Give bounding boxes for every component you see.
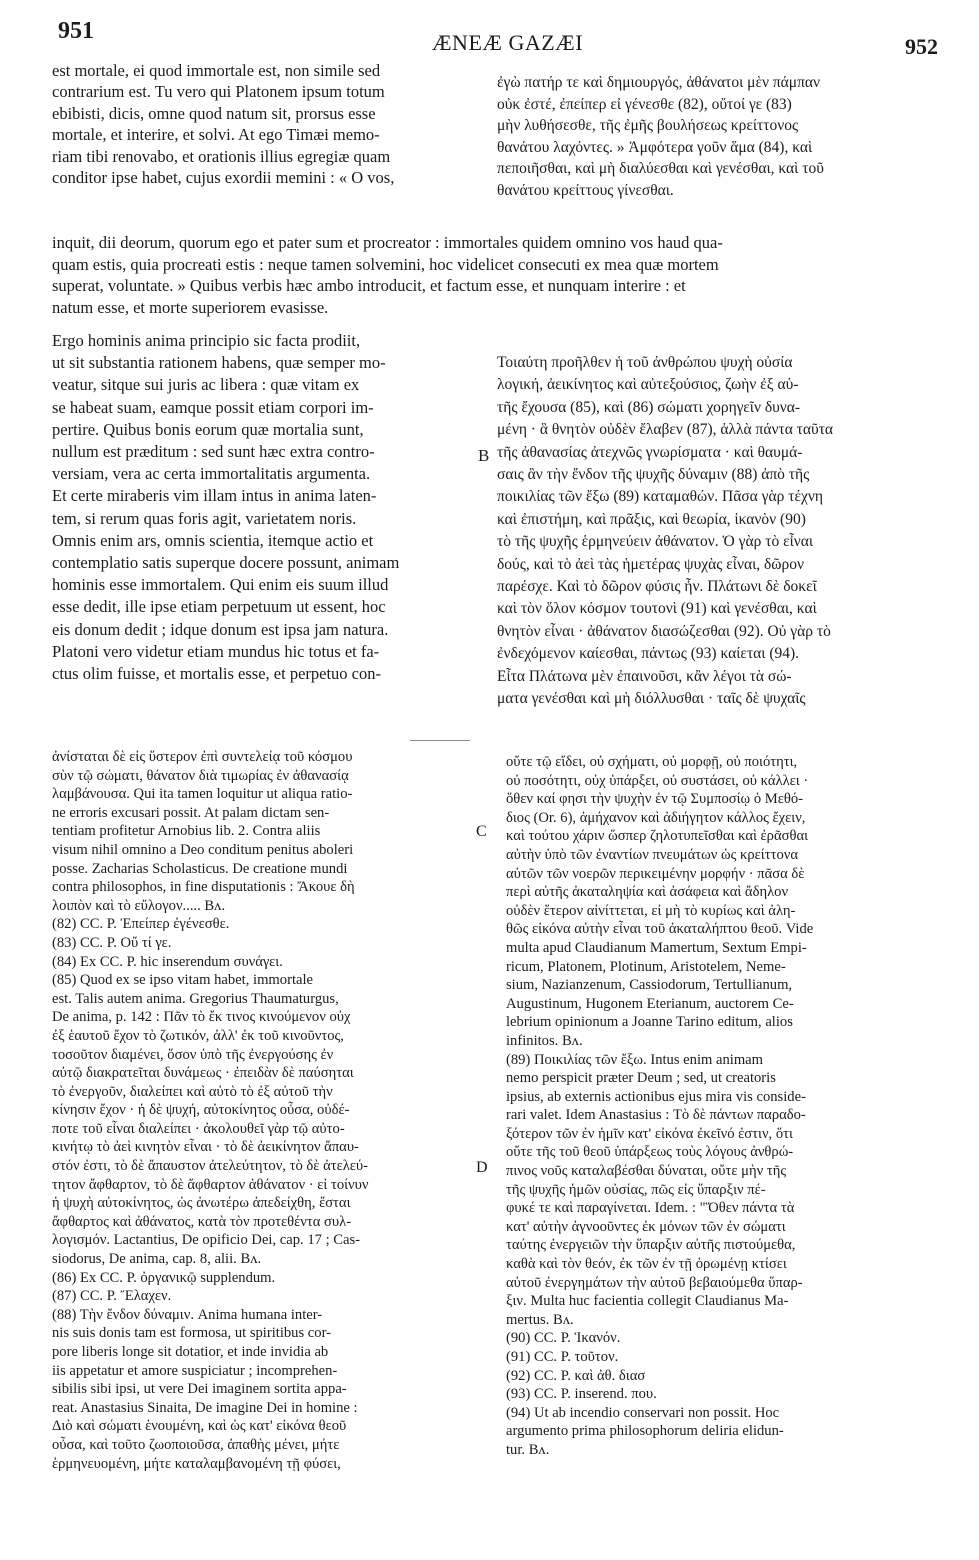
text-line: ματα γενέσθαι καὶ μὴ διόλλυσθαι · ταῖς δὲ ψυχαῖς [497,690,806,708]
text-line: σὺν τῷ σώματι, θάνατον διὰ τιμωρίας ἐν ἀθανασίᾳ [52,767,349,784]
text-line: θνητὸν εἶναι · ἀθάνατον διασώζεσθαι (92). Οὐ γὰρ τὸ [497,622,831,640]
text-line: argumento prima philosophorum deliria elidun- [506,1423,784,1440]
running-title: ÆNEÆ GAZÆI [432,30,584,55]
footnotes-right-lines [506,753,931,1460]
greek-main-lines [497,352,930,711]
text-line: (86) Ex CC. P. ὀργανικῷ supplendum. [52,1269,276,1286]
text-line: παρέσχε. Καὶ τὸ δῶρον φύσις ἦν. Πλάτωνι δὲ δοκεῖ [497,578,817,596]
text-line: Εἶτα Πλάτωνα μὲν ἐπαινοῦσι, κἂν λέγοι τὰ σώ- [497,667,792,685]
footnotes-left-lines [52,748,472,1473]
text-line: superat, voluntate. » Quibus verbis hæc ambo introducit, et factum esse, et nunquam interire : et [52,276,686,296]
text-line: lebrium opinionum a Joanne Tarino editum, alios [506,1014,793,1031]
text-line: πεποιῆσθαι, καὶ μὴ διαλύεσθαι καὶ γενέσθαι, καὶ τοῦ [497,160,824,178]
text-line: τὸ ἐνεργοῦν, διαλείπει καὶ αὐτὸ τὸ ἐξ αὐτοῦ τὴν [52,1083,333,1100]
greek-column-main [497,352,930,711]
text-line: λοιπὸν καὶ τὸ εὔλογον..... Bʌ. [52,897,226,914]
text-line: (84) Ex CC. P. hic inserendum συνάγει. [52,953,283,970]
text-line: (82) CC. P. Ἐπείπερ ἐγένεσθε. [52,916,230,933]
text-line: contrarium est. Tu vero qui Platonem ipsum totum [52,82,385,102]
text-line: ποικιλίας τῶν ἔξω (89) καταμαθών. Πᾶσα γὰρ τέχνη [497,488,823,506]
latin-column-main [52,330,477,685]
text-line: siodorus, De anima, cap. 8, alii. Bʌ. [52,1251,262,1268]
footnotes-right-column [506,753,931,1460]
text-line: veatur, sitque sui juris ac libera : quæ vitam ex [52,375,360,395]
text-line: contra philosophos, in fine disputationis : Ἄκουε δὴ [52,879,355,896]
text-line: est. Talis autem anima. Gregorius Thaumaturgus, [52,990,339,1007]
text-line: riam tibi renovabo, et orationis illius egregiæ quam [52,146,391,166]
text-line: σαις ἂν τὴν ἔνδον τῆς ψυχῆς δύναμιν (88) ἀπὸ τῆς [497,466,810,484]
text-line: conditor ipse habet, cujus exordii memini : « O vos, [52,168,395,188]
text-line: καὶ ἐπιστήμη, καὶ πρᾶξις, καὶ θεωρία, ἱκανὸν (90) [497,510,806,528]
text-line: οὐδὲν ἕτερον αἰνίττεται, εἰ μὴ τὸ κυρίως καὶ ἀλη- [506,902,796,919]
text-line: αὐτῷ διακρατεῖται δυνάμεως · ἐπειδὰν δὲ παύσηται [52,1065,354,1082]
text-line: ebibisti, dicis, omne quod natum sit, prorsus esse [52,103,376,123]
text-line: sibilis sibi ipsi, ut vere Dei imaginem sortita appa- [52,1381,347,1398]
text-line: (91) CC. P. τοῦτον. [506,1349,619,1365]
text-line: tem, si rerum quas foris agit, varietatem noris. [52,508,357,528]
text-line: iis appetatur et amore suspiciatur ; incomprehen- [52,1362,338,1379]
text-line: (87) CC. P. Ἔλαχεν. [52,1288,172,1305]
text-line: eis donum dedit ; idque donum est ipsa jam natura. [52,619,389,639]
page-number-left: 951 [58,18,94,44]
text-line: Augustinum, Hugonem Eterianum, auctorem Ce- [506,995,794,1012]
text-line: ne erroris excusari possit. At palam dictam sen- [52,804,330,821]
text-line: ὅθεν καί φησι τὴν ψυχὴν ἐν τῷ Συμποσίῳ ὁ Μεθό- [506,791,804,808]
text-line: nullum est præditum : sed sunt hæc extra contro- [52,442,375,462]
text-line: ut sit substantia rationem habens, quæ semper mo- [52,353,386,373]
text-line: ἡ ψυχὴ αὐτοκίνητος, ὡς ἀνωτέρω ἀπεδείχθη, ἔσται [52,1195,351,1212]
text-line: τῆς ψυχῆς ἡμῶν οὐσίας, πῶς εἰς ὕπαρξιν πέ- [506,1181,766,1198]
text-line: infinitos. Bʌ. [506,1032,583,1049]
text-line: οὔτε τῆς τοῦ θεοῦ ὑπάρξεως τοὺς λόγους ἀνθρώ- [506,1144,794,1161]
text-line: Platoni vero videtur etiam mundus hic totus et fa- [52,641,380,661]
text-line: θανάτου λαχόντες. » Ἀμφότερα γοῦν ἅμα (84), καὶ [497,138,813,156]
text-line: τητον ἄφθαρτον, τὸ δὲ ἄφθαρτον ἀθάνατον · εἰ τοίνυν [52,1176,369,1193]
text-line: mortale, et interire, et solvi. At ego Timæi memo- [52,125,380,145]
text-line: θανάτου κρείττους γίνεσθαι. [497,181,674,199]
text-line: contemplatio satis superque docere possunt, animam [52,553,400,573]
margin-marker-c: C [476,823,487,840]
text-line: αὐτὴν ὑπὸ τῶν ἐναντίων πνευμάτων ὡς κρείττονα [506,846,798,863]
text-line: θῶς εἰκόνα αὐτὴν εἶναι τοῦ ἀκαταλήπτου θεοῦ. Vide [506,921,814,938]
text-line: (93) CC. P. inserend. που. [506,1386,657,1403]
text-line: ξότερον τῶν ἐν ἡμῖν κατ' εἰκόνα ἐκεῖνό ἐστιν, ὅτι [506,1125,793,1142]
text-line: ἑρμηνευομένη, μήτε καταλαμβανομένη τῇ φύσει, [52,1455,341,1472]
text-line: (85) Quod ex se ipso vitam habet, immortale [52,972,314,989]
text-line: ἐνδεχόμενον καίεσθαι, πάντως (93) καίεται (94). [497,645,800,663]
text-line: κινήτῳ τὸ ἀεὶ κινητὸν εἶναι · τὸ δὲ ἀεικίνητον ἄπαυ- [52,1139,359,1156]
text-line: mertus. Bʌ. [506,1311,574,1328]
footnote-separator [410,740,470,741]
text-line: inquit, dii deorum, quorum ego et pater sum et procreator : immortales quidem omnino vos haud qua- [52,233,723,252]
text-line: ποτε τοῦ εἶναι διαλείπει · ἀκολουθεῖ γὰρ τῷ αὐτο- [52,1120,345,1137]
text-line: (90) CC. P. Ἱκανόν. [506,1330,621,1347]
margin-marker-b: B [478,446,490,465]
text-line: ctus olim fuisse, et mortalis esse, et perpetuo con- [52,664,382,684]
footnotes-left-column [52,748,472,1473]
text-line: rari valet. Idem Anastasius : Τὸ δὲ πάντων παραδο- [506,1107,806,1124]
latin-full-width-paragraph [52,232,932,318]
text-line: λογισμόν. Lactantius, De opificio Dei, cap. 17 ; Cas- [52,1232,361,1249]
text-line: τοσοῦτον διαμένει, ὅσον ὑπὸ τῆς ἐνεργούσης ἐν [52,1046,334,1063]
text-line: ταύτης ἐνεργειῶν τὴν ὕπαρξιν αὐτῆς πιστούμεθα, [506,1237,796,1254]
text-line: nis suis donis tam est formosa, ut spiritibus cor- [52,1325,331,1342]
text-line: natum esse, et morte superiorem evasisse. [52,297,329,317]
text-line: ἐξ ἑαυτοῦ ἔχον τὸ ζωτικόν, ἀλλ' ἐκ τοῦ κινοῦντος, [52,1027,344,1044]
text-line: αὐτοῦ ἐνεργημάτων τὴν αὐτοῦ βεβαιούμεθα ὕπαρ- [506,1274,803,1291]
text-line: Τοιαύτη προῆλθεν ἡ τοῦ ἀνθρώπου ψυχὴ οὐσία [497,354,793,371]
text-line: καθὰ καὶ τὸν θεόν, ἐκ τῶν ἐν τῇ ὁρωμένῃ κτίσει [506,1256,787,1273]
text-line: καὶ τούτου χάριν ὥσπερ ζηλοτυπεῖσθαι καὶ ἐρᾶσθαι [506,828,809,845]
text-line: quam estis, quia procreati estis : neque tamen solvemini, hoc videlicet consecuti ex mea quæ mortem [52,254,719,274]
text-line: (94) Ut ab incendio conservari non possit. Hoc [506,1404,780,1421]
text-line: De anima, p. 142 : Πᾶν τὸ ἔκ τινος κινούμενον οὐχ [52,1009,351,1026]
running-header [52,18,938,59]
margin-marker-d: D [476,1159,488,1176]
text-line: οὔτε τῷ εἴδει, οὐ σχήματι, οὐ μορφῇ, οὐ ποιότητι, [506,754,798,770]
text-line: καὶ τὸν ὅλον κόσμον τουτονὶ (91) καὶ γενέσθαι, καὶ [497,600,817,618]
text-line: οὖσα, καὶ τοῦτο ζωοποιοῦσα, ἀπαθὴς μένει, μήτε [52,1436,340,1453]
greek-column-top [497,72,927,202]
text-line: κίνησιν ἔχον · ἡ δὲ ψυχή, αὐτοκίνητος οὖσα, οὐδέ- [52,1102,350,1119]
text-line: ἀνίσταται δὲ εἰς ὕστερον ἐπὶ συντελείᾳ τοῦ κόσμου [52,749,353,765]
text-line: περὶ αὐτῆς ἀκαταληψία καὶ ἀσάφεια καὶ ἄδηλον [506,884,789,901]
text-line: ξιν. Multa huc facientia collegit Claudianus Ma- [506,1293,789,1310]
text-line: κατ' αὐτὴν ἀγνοοῦντες ἐκ μόνων τῶν ἐν σώματι [506,1218,786,1235]
text-line: τῆς ἔχουσα (85), καὶ (86) σώματι χορηγεῖν δυνα- [497,398,801,416]
greek-top-lines [497,72,927,202]
text-line: φυκέ τε καὶ παραγίνεται. Idem. : "Ὅθεν πάντα τὰ [506,1200,795,1217]
text-line: διος (Or. 6), ἀμήχανον καὶ ἀδιήγητον κάλλος ἔχειν, [506,809,806,826]
latin-full-lines [52,232,932,318]
text-line: μὴν λυθήσεσθε, τῆς ἐμῆς βουλήσεως κρείττονος [497,117,799,135]
text-line: λαμβάνουσα. Qui ita tamen loquitur ut aliqua ratio- [52,786,353,803]
page-number-right: 952 [905,34,938,59]
text-line: pore liberis longe sit dotatior, et inde invidia ab [52,1344,329,1360]
text-line: στόν ἐστι, τὸ δὲ ἄπαυστον ἀτελεύτητον, τὸ δὲ ἀτελεύ- [52,1158,368,1175]
text-line: Ergo hominis anima principio sic facta prodiit, [52,331,361,350]
text-line: Et certe miraberis vim illam intus in anima laten- [52,486,377,506]
text-line: Διὸ καὶ σώματι ἑνουμένη, καὶ ὡς κατ' εἰκόνα θεοῦ [52,1418,347,1435]
latin-column-top [52,60,472,188]
text-line: (88) Τὴν ἔνδον δύναμιν. Anima humana inter- [52,1306,323,1323]
text-line: versiam, vera ac certa immortalitatis argumenta. [52,464,371,484]
text-line: ipsius, ab externis actionibus ejus mira vis conside- [506,1088,806,1105]
text-line: hominis esse immortalem. Qui enim eis suum illud [52,575,389,595]
text-line: est mortale, ei quod immortale est, non simile sed [52,61,381,80]
text-line: τῆς ἀθανασίας ἀτεχνῶς γνωρίσματα · καὶ θαυμά- [497,443,803,461]
text-line: οὐκ ἐστέ, ἐπείπερ εἰ γένεσθε (82), οὔτοί γε (83) [497,95,792,113]
text-line: δούς, καὶ τὸ ἀεὶ τὰς ἡμετέρας ψυχὰς εἶναι, δῶρον [497,555,804,573]
text-line: multa apud Claudianum Mamertum, Sextum Empi- [506,939,807,956]
text-line: ricum, Platonem, Plotinum, Aristotelem, Neme- [506,958,786,975]
text-line: ἐγὼ πατήρ τε καὶ δημιουργός, ἀθάνατοι μὲν πάμπαν [497,74,821,91]
latin-main-lines [52,330,477,685]
text-line: pertire. Quibus bonis eorum quæ mortalia sunt, [52,419,364,439]
text-line: reat. Anastasius Sinaita, De imagine Dei in homine : [52,1399,358,1416]
text-line: tentiam profitetur Arnobius lib. 2. Contra aliis [52,823,321,840]
text-line: αὐτῶν τῶν νοερῶν περικειμένην μορφήν · πᾶσα δὲ [506,865,805,882]
latin-top-lines [52,60,472,188]
text-line: ἄφθαρτος καὶ ἀθάνατος, κατὰ τὸν προτεθέντα συλ- [52,1213,352,1230]
text-line: nemo perspicit præter Deum ; sed, ut creatoris [506,1070,776,1087]
text-line: sium, Nazianzenum, Cassiodorum, Tertullianum, [506,977,793,994]
text-line: posse. Zacharias Scholasticus. De creatione mundi [52,860,348,877]
text-line: esse dedit, ille ipse etiam perpetuum ut essent, hoc [52,597,386,617]
text-line: (83) CC. P. Οὔ τί γε. [52,934,172,951]
text-line: se habeat suam, eamque possit etiam corpori im- [52,397,374,417]
text-line: (92) CC. P. καὶ ἀθ. διασ [506,1367,646,1384]
text-line: Omnis enim ars, omnis scientia, itemque actio et [52,530,374,550]
text-line: οὐ ποσότητι, οὐχ ὑπάρξει, οὐ συστάσει, οὐ κάλλει · [506,772,809,789]
text-line: μένη · ἃ θνητὸν οὐδὲν ἔλαβεν (87), ἀλλὰ πάντα ταῦτα [497,421,834,439]
text-line: (89) Ποικιλίας τῶν ἔξω. Intus enim animam [506,1051,764,1068]
text-line: λογική, ἀεικίνητος καὶ αὐτεξούσιος, ζωὴν ἐξ αὑ- [497,376,799,394]
text-line: τὸ τῆς ψυχῆς ἑρμηνεύειν ἀθάνατον. Ὁ γὰρ τὸ εἶναι [497,533,814,551]
text-line: tur. Bʌ. [506,1441,550,1458]
text-line: πινος νοῦς καταλαβέσθαι δύναται, οὔτε μὴν τῆς [506,1163,787,1180]
text-line: visum nihil omnino a Deo conditum penitus aboleri [52,841,354,858]
